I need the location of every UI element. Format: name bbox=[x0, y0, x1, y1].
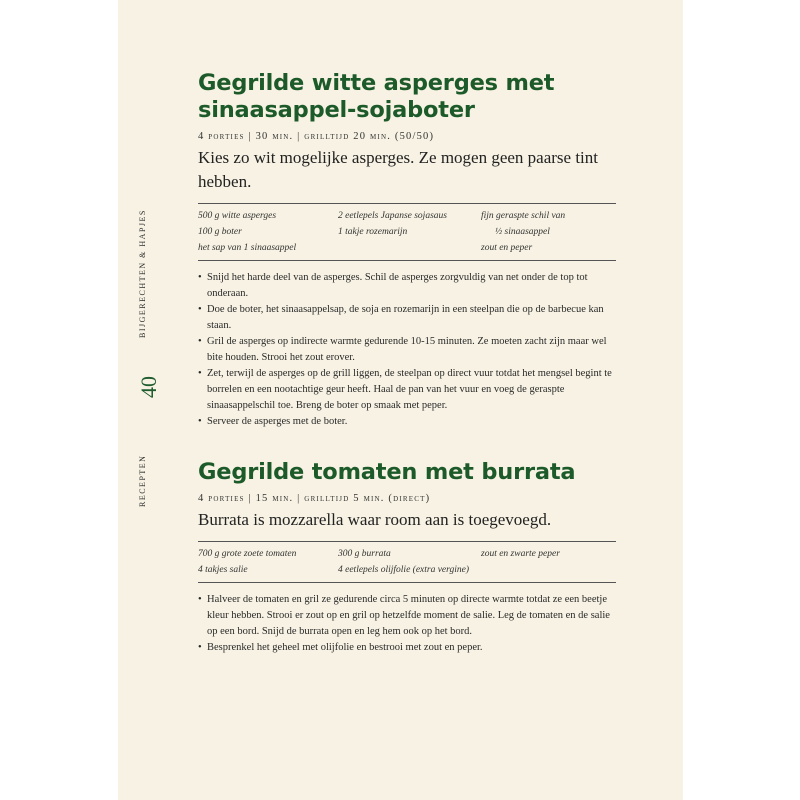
ingredient: 700 g grote zoete tomaten bbox=[198, 549, 297, 559]
ingredient bbox=[338, 240, 481, 256]
recipe-meta: 4 porties | 30 min. | grilltijd 20 min. (50/50) bbox=[198, 131, 435, 142]
ingredient: zout en zwarte peper bbox=[481, 549, 560, 559]
ingredient bbox=[481, 562, 616, 578]
step: • Besprenkel het geheel met olijfolie en bestrooi met zout en peper. bbox=[198, 640, 616, 656]
step: • Snijd het harde deel van de asperges. Schil de asperges zorgvuldig van net onder de top tot onderaan. bbox=[198, 270, 616, 302]
ingredient: 4 takjes salie bbox=[198, 565, 248, 575]
ingredient: zout en peper bbox=[481, 243, 533, 253]
chapter-label: RECEPTEN bbox=[138, 454, 147, 507]
divider bbox=[198, 260, 616, 261]
ingredient: het sap van 1 sinaasappel bbox=[198, 243, 297, 253]
ingredient: 300 g burrata bbox=[338, 549, 391, 559]
ingredient: ½ sinaasappel bbox=[495, 227, 550, 237]
section-label: BIJGERECHTEN & HAPJES bbox=[138, 209, 147, 338]
step: • Halveer de tomaten en gril ze gedurende circa 5 minuten op directe warmte totdat ze een beetje kleur hebben. Strooi er zout op en gril op hetzelfde moment de salie. Leg de tomaten en de salie op een bord. Snijd de burrata open en leg hem ook op het bord. bbox=[198, 592, 616, 640]
ingredient: 500 g witte asperges bbox=[198, 211, 277, 221]
recipe-intro: Burrata is mozzarella waar room aan is toegevoegd. bbox=[198, 510, 552, 529]
page-number: 40 bbox=[136, 376, 161, 398]
recipe-title bbox=[198, 70, 616, 124]
step: • Gril de asperges op indirecte warmte gedurende 10-15 minuten. Ze moeten zacht zijn maar wel bite houden. Strooi het zout erover. bbox=[198, 334, 616, 366]
recipe-tomaten bbox=[198, 459, 616, 656]
step: • Serveer de asperges met de boter. bbox=[198, 414, 616, 430]
recipe-meta: 4 porties | 15 min. | grilltijd 5 min. (direct) bbox=[198, 493, 431, 504]
recipe-title-line: sinaasappel-sojaboter bbox=[198, 97, 475, 123]
ingredient: 100 g boter bbox=[198, 227, 242, 237]
recipe-asperges bbox=[198, 70, 616, 430]
step: • Zet, terwijl de asperges op de grill liggen, de steelpan op direct vuur totdat het mengsel begint te borrelen en een nootachtige geur heeft. Haal de pan van het vuur en voeg de geraspte sinaasappelschil toe. Breng de boter op smaak met peper. bbox=[198, 366, 616, 414]
step-list bbox=[198, 270, 616, 430]
step-list bbox=[198, 592, 616, 656]
recipe-intro: Kies zo wit mogelijke asperges. Ze mogen geen paarse tint hebben. bbox=[198, 148, 599, 191]
ingredient-list bbox=[198, 542, 616, 582]
ingredient: 2 eetlepels Japanse sojasaus bbox=[338, 211, 447, 221]
ingredient: fijn geraspte schil van bbox=[481, 211, 566, 221]
step: • Doe de boter, het sinaasappelsap, de soja en rozemarijn in een steelpan die op de barbecue kan staan. bbox=[198, 302, 616, 334]
ingredient: 4 eetlepels olijfolie (extra vergine) bbox=[338, 565, 470, 575]
recipe-title-line: Gegrilde witte asperges met bbox=[198, 70, 555, 96]
recipe-title-line: Gegrilde tomaten met burrata bbox=[198, 459, 576, 485]
ingredient: 1 takje rozemarijn bbox=[338, 227, 408, 237]
ingredient-list bbox=[198, 204, 616, 260]
divider bbox=[198, 582, 616, 583]
recipe-title bbox=[198, 459, 616, 486]
